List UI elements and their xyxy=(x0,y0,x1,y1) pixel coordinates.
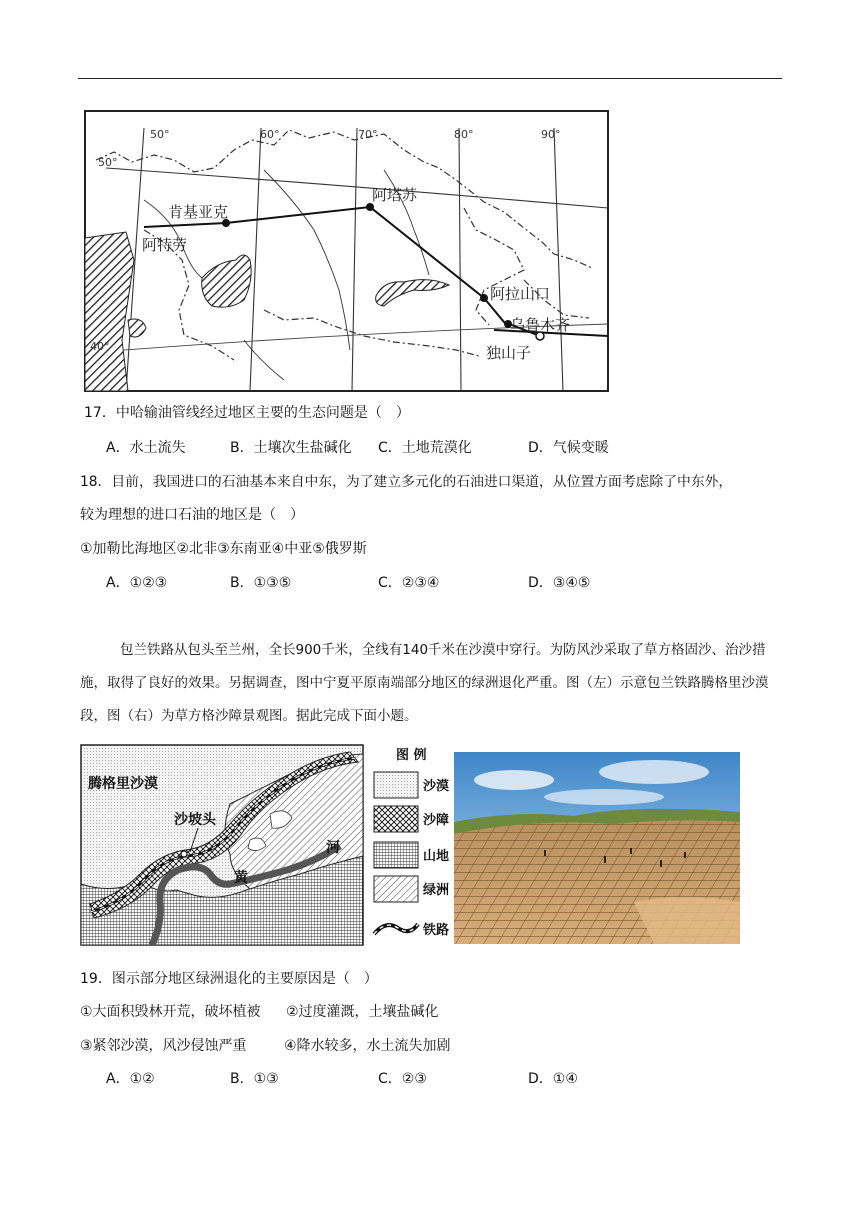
legend-swatch-oasis xyxy=(374,876,418,902)
q19-choice-1: ①大面积毁林开荒，破坏植被 xyxy=(80,1004,261,1020)
q19-choice-4: ④降水较多，水土流失加剧 xyxy=(284,1038,451,1054)
legend-title: 图 例 xyxy=(396,748,427,763)
deg-label-70: 70° xyxy=(358,128,378,141)
q17-option-c[interactable]: C．土地荒漠化 xyxy=(378,440,472,456)
deg-label-90: 90° xyxy=(541,128,561,141)
q19-stem: 19．图示部分地区绿洲退化的主要原因是（ ） xyxy=(80,971,378,987)
place-urumqi: 乌鲁木齐 xyxy=(510,316,571,334)
legend-label-railway: 铁路 xyxy=(423,923,450,938)
railway-desert-map xyxy=(80,744,364,946)
q19-option-d[interactable]: D．①④ xyxy=(528,1071,578,1087)
deg-label-50: 50° xyxy=(150,128,170,141)
legend-label-barrier: 沙障 xyxy=(423,813,450,828)
pipeline-map xyxy=(84,110,609,392)
q18-stem-line2: 较为理想的进口石油的地区是（ ） xyxy=(80,507,304,523)
legend-swatch-desert xyxy=(374,772,418,798)
q17-option-a[interactable]: A．水土流失 xyxy=(106,440,186,456)
q18-option-d[interactable]: D．③④⑤ xyxy=(528,575,591,591)
atasu-point xyxy=(366,203,374,211)
alashankou-point xyxy=(480,294,488,302)
legend-label-desert: 沙漠 xyxy=(423,779,450,794)
place-kenkiyak: 肯基亚克 xyxy=(168,203,229,221)
place-alashankou: 阿拉山口 xyxy=(490,285,551,303)
legend-swatch-railway xyxy=(374,924,418,934)
deg-label-lat50: 50° xyxy=(98,156,118,169)
q18-choices: ①加勒比海地区②北非③东南亚④中亚⑤俄罗斯 xyxy=(80,541,367,557)
place-dushanzi: 独山子 xyxy=(486,344,532,362)
q17-option-b[interactable]: B．土壤次生盐碱化 xyxy=(230,440,352,456)
q19-choice-2: ②过度灌溉，土壤盐碱化 xyxy=(286,1004,439,1020)
q17-option-d[interactable]: D．气候变暖 xyxy=(528,440,609,456)
river-label-1: 黄 xyxy=(234,870,248,886)
desert-label: 腾格里沙漠 xyxy=(88,776,158,792)
sand-barrier-photo xyxy=(454,752,740,944)
place-atyrau: 阿特劳 xyxy=(142,236,188,254)
deg-label-60: 60° xyxy=(260,128,280,141)
legend-label-mountain: 山地 xyxy=(423,849,450,864)
q19-choice-3: ③紧邻沙漠，风沙侵蚀严重 xyxy=(80,1038,247,1054)
deg-label-80: 80° xyxy=(454,128,474,141)
place-atasu: 阿塔苏 xyxy=(372,186,418,204)
deg-label-lat40: 40° xyxy=(90,340,110,353)
header-rule xyxy=(78,78,782,79)
legend-label-oasis: 绿洲 xyxy=(423,883,450,898)
q19-option-c[interactable]: C．②③ xyxy=(378,1071,427,1087)
map-legend xyxy=(370,744,454,946)
river-label-2: 河 xyxy=(326,840,340,856)
q18-option-a[interactable]: A．①②③ xyxy=(106,575,168,591)
q18-stem-line1: 18．目前，我国进口的石油基本来自中东，为了建立多元化的石油进口渠道，从位置方面考虑除了中东外， xyxy=(80,474,733,490)
shapotou-point xyxy=(181,851,187,857)
q18-option-c[interactable]: C．②③④ xyxy=(378,575,440,591)
reading-passage: 包兰铁路从包头至兰州，全长900千米，全线有140千米在沙漠中穿行。为防风沙采取了草方格固沙、治沙措施，取得了良好的效果。另据调查，图中宁夏平原南端部分地区的绿洲退化严重。图（左）示意包兰铁路腾格里沙漠段，图（右）为草方格沙障景观图。据此完成下面小题。 xyxy=(80,642,769,724)
q17-stem: 17．中哈输油管线经过地区主要的生态问题是（ ） xyxy=(84,405,410,421)
q19-option-b[interactable]: B．①③ xyxy=(230,1071,279,1087)
shapotou-label: 沙坡头 xyxy=(174,812,216,828)
legend-swatch-mountain xyxy=(374,842,418,868)
legend-swatch-barrier xyxy=(374,806,418,832)
q19-option-a[interactable]: A．①② xyxy=(106,1071,155,1087)
q18-option-b[interactable]: B．①③⑤ xyxy=(230,575,292,591)
